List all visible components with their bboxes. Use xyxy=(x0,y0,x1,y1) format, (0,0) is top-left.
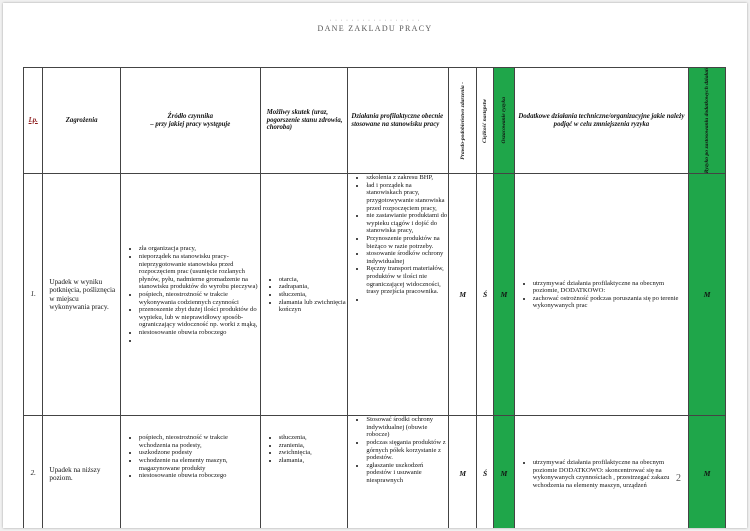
list-item: • niestosowanie obuwia roboczego xyxy=(139,329,260,337)
header-dodatkowe: Dodatkowe działania techniczne/organizacyjne jakie należy podjąć w celu zmniejszenia ryzyka xyxy=(514,68,688,174)
list-item: • uszkodzone podesty xyxy=(139,449,260,457)
residual-risk-cell: M xyxy=(689,174,726,416)
probability-cell: M xyxy=(449,174,477,416)
page-number: 2 xyxy=(676,473,681,484)
severity-cell: Ś xyxy=(476,174,493,416)
list-item: • pośpiech, nieostrożność w trakcie wykonywania codziennych czynności xyxy=(139,291,260,306)
list-item: • zła organizacja pracy, xyxy=(139,245,260,253)
list-item xyxy=(366,296,448,304)
list-item: • podczas sięgania produktów z górnych półek korzystanie z podestów. xyxy=(366,439,448,462)
measures-cell xyxy=(348,174,449,416)
list-item: • szkolenia z zakresu BHP, xyxy=(366,174,448,182)
table-header-row xyxy=(24,68,726,174)
residual-risk-cell: M xyxy=(689,416,726,528)
row-number: 1. xyxy=(24,174,43,416)
row-number: 2. xyxy=(24,416,43,528)
effect-cell xyxy=(260,174,348,416)
source-cell xyxy=(120,416,260,528)
source-cell xyxy=(120,174,260,416)
page-header: DANE ZAKLADU PRACY xyxy=(317,24,433,33)
list-item: • stosowanie środków ochrony indywidualnej xyxy=(366,250,448,265)
risk-estimate-cell: M xyxy=(494,174,514,416)
list-item: • nieporządek na stanowisku pracy- nieprzygotowanie stanowiska przed rozpoczęciem prac (usunięcie rozlanych płynów, pyłu, nadmierne gromadzenie na stanowisku produktów do wyrobu pieczywa) xyxy=(139,253,260,291)
list-item: • przenoszenie zbyt dużej ilości produktów do wypieku, lub w nieprawidłowy sposób- ograniczający widoczność np. worki z mąką, xyxy=(139,306,260,329)
list-item: • niestosowanie obuwia roboczego xyxy=(139,472,260,480)
list-item: • zgłaszanie uszkodzeń podestów i usuwanie niesprawnych xyxy=(366,462,448,485)
list-item: • zranienia, xyxy=(279,442,348,450)
list-item: • złamania lub zwichnięcia kończyn xyxy=(279,299,348,314)
header-skutek: Możliwy skutek (uraz, pogorszenie stanu zdrowia, choroba) xyxy=(260,68,348,174)
effect-cell xyxy=(260,416,348,528)
measures-cell xyxy=(348,416,449,528)
list-item: • stłuczenia, xyxy=(279,434,348,442)
header-ryzyko-po: Ryzyko po zastosowaniu dodatkowych działań xyxy=(689,68,726,174)
document-page xyxy=(3,3,747,528)
list-item: • utrzymywać działania profilaktyczne na obecnym poziomie DODATKOWO: skoncentrować się na wykonywanych czynnościach , przestrzegać zakazu wchodzenia na elementy maszyn, urządzeń xyxy=(533,459,688,489)
header-oszacowanie: Oszacowanie ryzyka xyxy=(494,68,514,174)
probability-cell: M xyxy=(449,416,477,528)
list-item: • Stosować środki ochrony indywidualnej (obuwie robocze) xyxy=(366,416,448,439)
list-item: • złamania, xyxy=(279,457,348,465)
list-item: • nie zastawianie produktami do wypieku ciągów i dojść do stanowiska pracy, xyxy=(366,212,448,235)
table-row xyxy=(24,416,726,528)
hazard-cell: Upadek na niższy poziom. xyxy=(43,416,121,528)
header-decoration: · · · · · · · · · · · · · · · · · xyxy=(329,18,421,24)
header-zagrozenia: Zagrożenia xyxy=(43,68,121,174)
list-item xyxy=(139,337,260,345)
list-item: • stłuczenia, xyxy=(279,291,348,299)
list-item: • utrzymywać działania profilaktyczne na obecnym poziomie, DODATKOWO: xyxy=(533,280,688,295)
list-item: • zadrapania, xyxy=(279,283,348,291)
header-dzialania: Działania profilaktyczne obecnie stosowane na stanowisku pracy xyxy=(348,68,449,174)
list-item: • Przynoszenie produktów na bieżąco w razie potrzeby. xyxy=(366,235,448,250)
list-item: • Ręczny transport materiałów, produktów w ilości nie ograniczającej widoczności, trasy przejścia pracownika. xyxy=(366,265,448,295)
list-item: • pośpiech, nieostrożność w trakcie wchodzenia na podesty, xyxy=(139,434,260,449)
header-zrodlo: Źródło czynnika – przy jakiej pracy występuje xyxy=(120,68,260,174)
header-ciezkosc: Ciężkość następstw xyxy=(476,68,493,174)
risk-estimate-cell: M xyxy=(494,416,514,528)
additional-measures-cell xyxy=(514,416,688,528)
list-item: • otarcia, xyxy=(279,276,348,284)
header-prawdopodobienstwo: Prawdo-podobieństwo zdarzenia - xyxy=(449,68,477,174)
table-row xyxy=(24,174,726,416)
additional-measures-cell xyxy=(514,174,688,416)
list-item: • wchodzenie na elementy maszyn, magazynowane produkty xyxy=(139,457,260,472)
list-item: • zachować ostrożność podczas poruszania się po terenie wykonywanych prac xyxy=(533,295,688,310)
risk-table xyxy=(23,67,726,528)
list-item: • zwichnięcia, xyxy=(279,449,348,457)
header-lp: Lp. xyxy=(24,68,43,174)
severity-cell: Ś xyxy=(476,416,493,528)
hazard-cell: Upadek w wyniku potknięcia, pośliznęcia w miejscu wykonywania pracy. xyxy=(43,174,121,416)
list-item: • ład i porządek na stanowiskach pracy, przygotowywanie stanowiska przed rozpoczęciem pracy, xyxy=(366,182,448,212)
